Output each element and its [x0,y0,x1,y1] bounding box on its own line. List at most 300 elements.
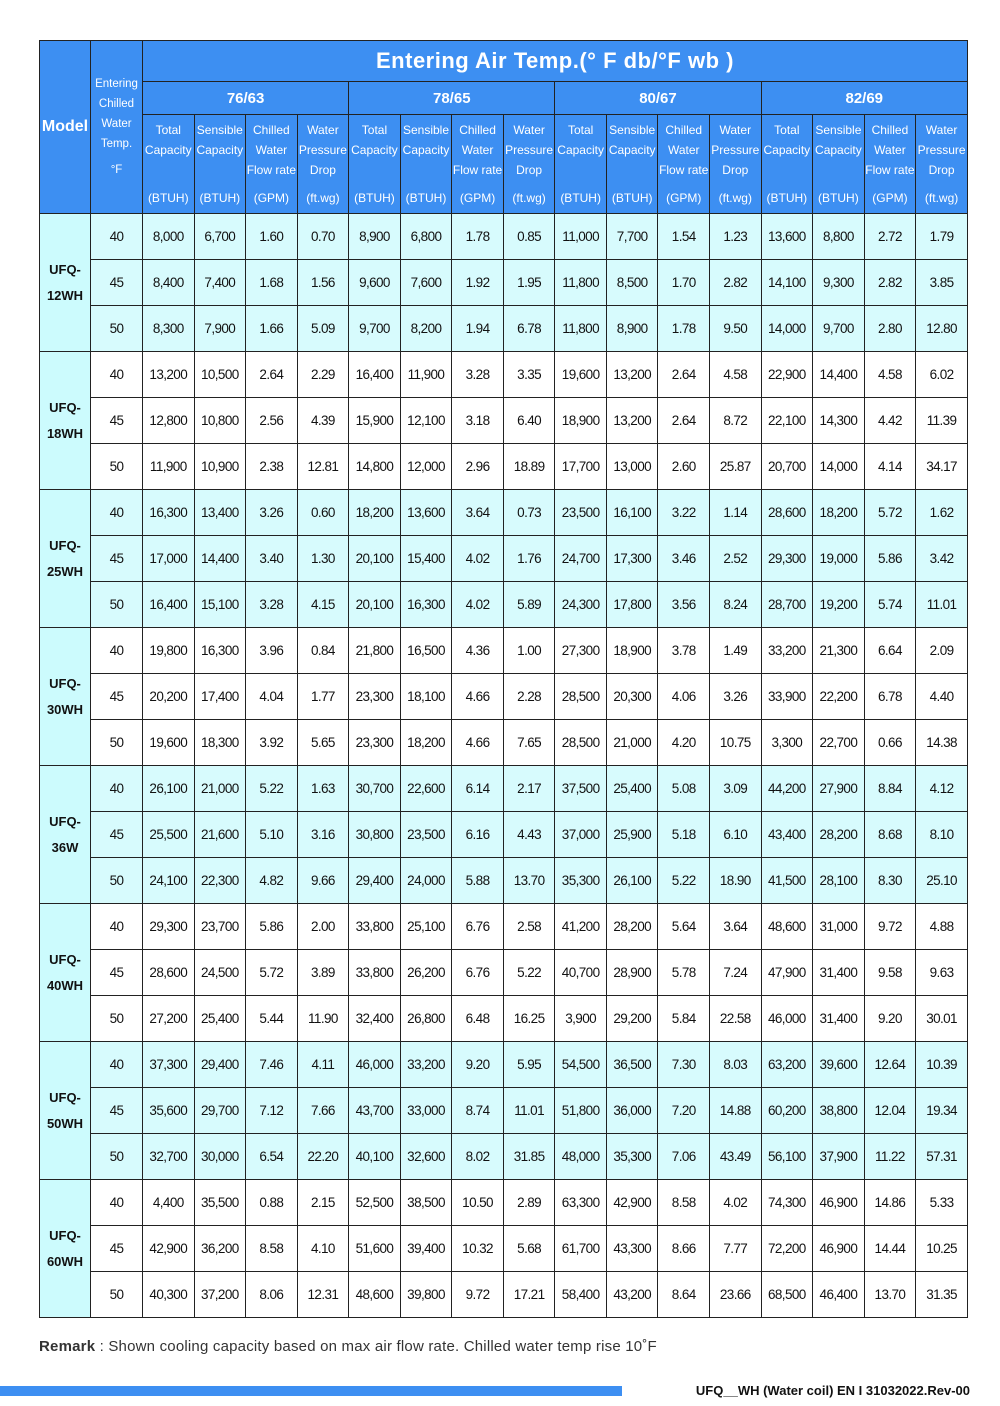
water-temp-cell: 50 [91,858,143,904]
subheader-unit: (GPM) [459,191,496,205]
data-cell: 3.56 [658,582,710,628]
data-cell: 28,700 [761,582,813,628]
model-name-line: UFQ- [49,1227,81,1243]
data-cell: 0.85 [503,214,555,260]
data-cell: 11.90 [297,996,349,1042]
subheader-line: Total [155,123,181,137]
column-subheader [761,115,813,214]
data-cell: 23,500 [555,490,607,536]
data-cell: 11,800 [555,306,607,352]
data-cell: 25,900 [606,812,658,858]
data-cell: 4.11 [297,1042,349,1088]
data-cell: 19.34 [916,1088,968,1134]
data-cell: 3.26 [246,490,298,536]
data-cell: 40,300 [143,1272,195,1318]
column-subheader [194,115,246,214]
subheader-line: Water [307,123,339,137]
subheader-line: Drop [928,163,955,177]
data-cell: 63,200 [761,1042,813,1088]
data-cell: 10,800 [194,398,246,444]
data-cell: 16,300 [400,582,452,628]
table-row [40,996,968,1042]
data-cell: 0.84 [297,628,349,674]
data-cell: 13,200 [606,352,658,398]
data-cell: 17,800 [606,582,658,628]
table-row [40,306,968,352]
data-cell: 46,900 [813,1180,865,1226]
data-cell: 2.38 [246,444,298,490]
subheader-line: Capacity [557,143,604,157]
subheader-line: Capacity [196,143,244,157]
data-cell: 24,000 [400,858,452,904]
model-name-line: 36W [51,839,79,855]
data-cell: 30.01 [916,996,968,1042]
data-cell: 13.70 [864,1272,916,1318]
water-temp-cell: 40 [91,352,143,398]
data-cell: 27,200 [143,996,195,1042]
data-cell: 0.60 [297,490,349,536]
data-cell: 2.89 [503,1180,555,1226]
data-cell: 7,600 [400,260,452,306]
data-cell: 3.92 [246,720,298,766]
data-cell: 18.89 [503,444,555,490]
data-cell: 57.31 [916,1134,968,1180]
data-cell: 9,700 [349,306,401,352]
data-cell: 9.66 [297,858,349,904]
data-cell: 1.54 [658,214,710,260]
data-cell: 2.80 [864,306,916,352]
data-cell: 33,000 [400,1088,452,1134]
data-cell: 15,900 [349,398,401,444]
data-cell: 2.15 [297,1180,349,1226]
column-subheader [555,115,607,214]
table-row [40,858,968,904]
data-cell: 14,300 [813,398,865,444]
data-cell: 27,900 [813,766,865,812]
data-cell: 5.78 [658,950,710,996]
subheader-line: Capacity [402,143,450,157]
data-cell: 1.00 [503,628,555,674]
data-cell: 14.86 [864,1180,916,1226]
column-subheader [813,115,865,214]
data-cell: 4.39 [297,398,349,444]
data-cell: 58,400 [555,1272,607,1318]
data-cell: 25,400 [194,996,246,1042]
data-cell: 23,700 [194,904,246,950]
data-cell: 1.92 [452,260,504,306]
data-cell: 14,000 [813,444,865,490]
data-cell: 29,400 [349,858,401,904]
water-temp-cell: 50 [91,720,143,766]
water-temp-cell: 40 [91,1042,143,1088]
data-cell: 16,300 [194,628,246,674]
subheader-unit: (BTUH) [405,191,447,205]
data-cell: 8,800 [813,214,865,260]
subheader-line: Water [719,123,752,137]
data-cell: 8,400 [143,260,195,306]
water-temp-cell: 45 [91,1088,143,1134]
data-cell: 5.88 [452,858,504,904]
data-cell: 5.86 [864,536,916,582]
subheader-line: Capacity [144,143,192,157]
data-cell: 14.38 [916,720,968,766]
data-cell: 25.10 [916,858,968,904]
data-cell: 5.72 [246,950,298,996]
water-temp-cell: 50 [91,1272,143,1318]
column-subheader [452,115,504,214]
footer-text: UFQ__WH (Water coil) EN I 31032022.Rev-00 [695,1383,970,1398]
water-temp-cell: 40 [91,628,143,674]
data-cell: 3.46 [658,536,710,582]
subheader-line: Capacity [608,143,656,157]
data-cell: 5.68 [503,1226,555,1272]
model-name-cell [40,1180,91,1318]
data-cell: 14,100 [761,260,813,306]
data-cell: 13,600 [400,490,452,536]
data-cell: 12.04 [864,1088,916,1134]
data-cell: 22.58 [710,996,762,1042]
data-cell: 32,700 [143,1134,195,1180]
table-row [40,582,968,628]
model-name-cell [40,628,91,766]
data-cell: 4.42 [864,398,916,444]
column-subheader [916,115,968,214]
data-cell: 6,800 [400,214,452,260]
data-cell: 39,800 [400,1272,452,1318]
data-cell: 9.72 [864,904,916,950]
data-cell: 31,400 [813,950,865,996]
data-cell: 7.46 [246,1042,298,1088]
data-cell: 6.16 [452,812,504,858]
data-cell: 13.70 [503,858,555,904]
temp-header-line: Temp. [100,138,133,150]
column-subheader [606,115,658,214]
data-cell: 5.22 [503,950,555,996]
data-cell: 56,100 [761,1134,813,1180]
data-cell: 5.72 [864,490,916,536]
table-title: Entering Air Temp.(° F db/°F wb ) [143,41,968,82]
data-cell: 35,600 [143,1088,195,1134]
subheader-line: Sensible [196,123,243,137]
performance-table [39,40,968,1318]
data-cell: 15,100 [194,582,246,628]
data-cell: 4.36 [452,628,504,674]
water-temp-cell: 45 [91,674,143,720]
data-cell: 74,300 [761,1180,813,1226]
data-cell: 24,500 [194,950,246,996]
data-cell: 25,500 [143,812,195,858]
data-cell: 19,000 [813,536,865,582]
data-cell: 8,900 [606,306,658,352]
data-cell: 22,700 [813,720,865,766]
condition-group-header: 80/67 [555,82,761,115]
data-cell: 33,200 [761,628,813,674]
water-temp-cell: 40 [91,766,143,812]
data-cell: 24,700 [555,536,607,582]
subheader-line: Pressure [711,143,760,157]
subheader-line: Capacity [351,143,398,157]
data-cell: 37,500 [555,766,607,812]
subheader-line: Water [874,143,906,157]
subheader-line: Sensible [609,123,656,137]
entering-water-temp-header [91,41,143,214]
data-cell: 11,900 [143,444,195,490]
data-cell: 20,100 [349,536,401,582]
data-cell: 3.64 [452,490,504,536]
data-cell: 46,000 [349,1042,401,1088]
data-cell: 10.50 [452,1180,504,1226]
condition-group-header: 82/69 [761,82,967,115]
data-cell: 2.82 [710,260,762,306]
model-name-line: 25WH [46,563,84,579]
model-name-cell [40,490,91,628]
data-cell: 25.87 [710,444,762,490]
data-cell: 2.09 [916,628,968,674]
data-cell: 43.49 [710,1134,762,1180]
data-cell: 23,300 [349,720,401,766]
data-cell: 17,300 [606,536,658,582]
subheader-line: Flow rate [865,163,915,177]
data-cell: 39,600 [813,1042,865,1088]
remark-label: Remark [39,1338,96,1355]
subheader-line: Drop [722,163,749,177]
model-name-cell [40,1042,91,1180]
data-cell: 26,800 [400,996,452,1042]
data-cell: 8.84 [864,766,916,812]
subheader-unit: (ft.wg) [306,191,340,205]
table-row [40,444,968,490]
data-cell: 2.64 [658,398,710,444]
data-cell: 9.63 [916,950,968,996]
data-cell: 14.44 [864,1226,916,1272]
data-cell: 18,200 [400,720,452,766]
data-cell: 2.72 [864,214,916,260]
footer-bar [0,1386,622,1396]
water-temp-cell: 40 [91,214,143,260]
subheader-unit: (ft.wg) [512,191,546,205]
data-cell: 18,200 [349,490,401,536]
column-subheader [246,115,298,214]
data-cell: 23.66 [710,1272,762,1318]
data-cell: 27,300 [555,628,607,674]
data-cell: 1.62 [916,490,968,536]
model-name-line: UFQ- [49,261,81,277]
table-row [40,950,968,996]
data-cell: 13,400 [194,490,246,536]
model-name-line: 18WH [46,425,84,441]
data-cell: 26,100 [606,858,658,904]
data-cell: 18,900 [606,628,658,674]
water-temp-cell: 50 [91,582,143,628]
data-cell: 29,400 [194,1042,246,1088]
data-cell: 48,000 [555,1134,607,1180]
water-temp-cell: 45 [91,536,143,582]
subheader-unit: (BTUH) [766,191,808,205]
remark-note [39,1338,657,1355]
water-temp-cell: 40 [91,1180,143,1226]
data-cell: 4.14 [864,444,916,490]
data-cell: 28,600 [761,490,813,536]
data-cell: 42,900 [143,1226,195,1272]
table-row [40,1272,968,1318]
subheader-line: Total [774,123,800,137]
data-cell: 16,500 [400,628,452,674]
data-cell: 2.64 [658,352,710,398]
data-cell: 28,500 [555,720,607,766]
data-cell: 5.44 [246,996,298,1042]
data-cell: 5.64 [658,904,710,950]
subheader-unit: (BTUH) [611,191,653,205]
data-cell: 8.30 [864,858,916,904]
data-cell: 3,300 [761,720,813,766]
data-cell: 4.02 [452,536,504,582]
data-cell: 22,100 [761,398,813,444]
data-cell: 8.10 [916,812,968,858]
data-cell: 1.66 [246,306,298,352]
data-cell: 22,600 [400,766,452,812]
model-name-line: UFQ- [49,1089,81,1105]
data-cell: 1.78 [452,214,504,260]
data-cell: 18,200 [813,490,865,536]
data-cell: 7,700 [606,214,658,260]
data-cell: 12,800 [143,398,195,444]
data-cell: 3.42 [916,536,968,582]
data-cell: 5.09 [297,306,349,352]
data-cell: 9,700 [813,306,865,352]
data-cell: 3.28 [452,352,504,398]
data-cell: 8,000 [143,214,195,260]
data-cell: 42,900 [606,1180,658,1226]
data-cell: 2.56 [246,398,298,444]
column-subheader [503,115,555,214]
data-cell: 6,700 [194,214,246,260]
table-row [40,536,968,582]
table-row [40,1042,968,1088]
subheader-unit: (BTUH) [147,191,189,205]
data-cell: 0.73 [503,490,555,536]
subheader-line: Chilled [871,123,909,137]
data-cell: 23,300 [349,674,401,720]
data-cell: 7.66 [297,1088,349,1134]
data-cell: 37,900 [813,1134,865,1180]
data-cell: 4.58 [710,352,762,398]
data-cell: 14,400 [813,352,865,398]
data-cell: 14,400 [194,536,246,582]
column-subheader [864,115,916,214]
subheader-line: Flow rate [659,163,709,177]
table-row [40,1088,968,1134]
data-cell: 4.88 [916,904,968,950]
data-cell: 25,400 [606,766,658,812]
data-cell: 51,800 [555,1088,607,1134]
water-temp-cell: 45 [91,1226,143,1272]
subheader-unit: (GPM) [666,191,702,205]
data-cell: 31.85 [503,1134,555,1180]
data-cell: 8.58 [658,1180,710,1226]
temp-header-unit: °F [110,164,123,176]
table-row [40,1180,968,1226]
data-cell: 13,200 [143,352,195,398]
data-cell: 1.77 [297,674,349,720]
data-cell: 4.15 [297,582,349,628]
model-name-line: UFQ- [49,399,81,415]
data-cell: 4.40 [916,674,968,720]
data-cell: 5.86 [246,904,298,950]
data-cell: 3.40 [246,536,298,582]
data-cell: 7.20 [658,1088,710,1134]
data-cell: 46,000 [761,996,813,1042]
data-cell: 6.78 [864,674,916,720]
data-cell: 7.65 [503,720,555,766]
data-cell: 8.02 [452,1134,504,1180]
data-cell: 23,500 [400,812,452,858]
data-cell: 40,700 [555,950,607,996]
data-cell: 3.89 [297,950,349,996]
data-cell: 7.12 [246,1088,298,1134]
data-cell: 1.78 [658,306,710,352]
subheader-line: Drop [516,163,543,177]
data-cell: 29,300 [143,904,195,950]
subheader-line: Drop [309,163,336,177]
data-cell: 3.35 [503,352,555,398]
data-cell: 21,600 [194,812,246,858]
condition-group-header: 78/65 [349,82,555,115]
subheader-line: Chilled [459,123,496,137]
data-cell: 8.68 [864,812,916,858]
data-cell: 2.52 [710,536,762,582]
data-cell: 30,700 [349,766,401,812]
data-cell: 43,300 [606,1226,658,1272]
data-cell: 9.72 [452,1272,504,1318]
data-cell: 10,500 [194,352,246,398]
data-cell: 28,200 [813,812,865,858]
model-name-line: 60WH [46,1253,84,1269]
data-cell: 16,400 [143,582,195,628]
data-cell: 5.65 [297,720,349,766]
data-cell: 11.22 [864,1134,916,1180]
remark-text: Shown cooling capacity based on max air flow rate. Chilled water temp rise 10˚F [108,1338,657,1355]
data-cell: 18.90 [710,858,762,904]
data-cell: 5.10 [246,812,298,858]
data-cell: 4.66 [452,674,504,720]
data-cell: 14,800 [349,444,401,490]
data-cell: 35,300 [606,1134,658,1180]
data-cell: 5.22 [246,766,298,812]
data-cell: 46,400 [813,1272,865,1318]
column-subheader [143,115,195,214]
condition-group-header: 76/63 [143,82,349,115]
data-cell: 4.04 [246,674,298,720]
data-cell: 3.18 [452,398,504,444]
data-cell: 18,100 [400,674,452,720]
subheader-line: Chilled [253,123,290,137]
data-cell: 2.29 [297,352,349,398]
data-cell: 31.35 [916,1272,968,1318]
data-cell: 8.72 [710,398,762,444]
data-cell: 12,000 [400,444,452,490]
data-cell: 16,300 [143,490,195,536]
data-cell: 38,500 [400,1180,452,1226]
data-cell: 19,600 [555,352,607,398]
subheader-line: Pressure [298,143,347,157]
data-cell: 3.96 [246,628,298,674]
subheader-unit: (GPM) [872,191,908,205]
data-cell: 11,000 [555,214,607,260]
data-cell: 31,400 [813,996,865,1042]
data-cell: 44,200 [761,766,813,812]
data-cell: 8,300 [143,306,195,352]
data-cell: 54,500 [555,1042,607,1088]
